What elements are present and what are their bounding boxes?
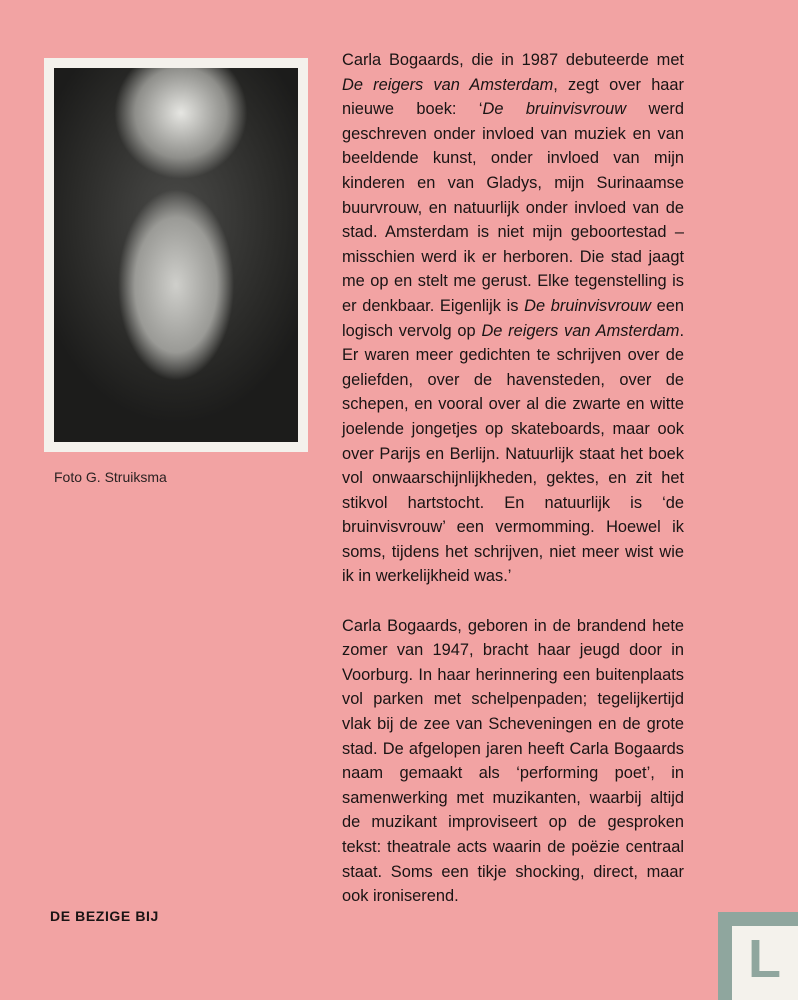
- text-run: , zegt over haar nieuwe boek: ‘: [342, 75, 684, 119]
- author-photo: [44, 58, 308, 452]
- book-title-italic: De bruinvisvrouw: [524, 296, 651, 315]
- logo-inner: [732, 926, 798, 1000]
- book-title-italic: De reigers van Amsterdam: [342, 75, 554, 94]
- author-portrait-image: [54, 68, 298, 442]
- blurb-text: [342, 48, 684, 909]
- publisher-name: DE BEZIGE BIJ: [50, 908, 159, 924]
- text-run: . Er waren meer gedichten te schrijven over de geliefden, over de havensteden, over de schepen, en vooral over al die zwarte en witte joelende jongetjes op skateboards, maar ook over Parijs en Berlijn. Natuurlijk staat het boek vol onwaarschijnlijkheden, gektes, en zit het stikvol hartstocht. En natuurlijk is ‘de bruinvisvrouw’ een vermomming. Hoewel ik soms, tijdens het schrijven, niet meer wist wie ik in werkelijkheid was.’: [342, 321, 684, 586]
- logo-letter: L: [748, 929, 781, 989]
- blurb-paragraph-1: [342, 48, 684, 589]
- text-run: werd geschreven onder invloed van muziek en van beeldende kunst, onder invloed van mijn kinderen en van Gladys, mijn Surinaamse buurvrouw, en natuurlijk onder invloed van de stad. Amsterdam is niet mijn geboortestad – misschien werd ik er herboren. Die stad jaagt me op en stelt me gerust. Elke tegenstelling is er denkbaar. Eigenlijk is: [342, 100, 684, 315]
- blurb-paragraph-2: Carla Bogaards, geboren in de brandend hete zomer van 1947, bracht haar jeugd door in Voorburg. In haar herinnering een buitenplaats vol parken met schelpenpaden; tegelijkertijd vlak bij de zee van Scheveningen en de grote stad. De afgelopen jaren heeft Carla Bogaards naam gemaakt als ‘performing poet’, in samenwerking met muzikanten, waarbij altijd de muzikant improviseert op de gesproken tekst: theatrale acts waarin de poëzie centraal staat. Soms een tikje shocking, direct, maar ook ironiserend.: [342, 616, 684, 906]
- text-run: Carla Bogaards, die in 1987 debuteerde met: [342, 51, 684, 69]
- book-title-italic: De bruinvisvrouw: [482, 100, 627, 119]
- photo-credit: Foto G. Struiksma: [54, 469, 167, 485]
- publisher-logo: [718, 912, 798, 1000]
- text-run: een logisch vervolg op: [342, 296, 684, 340]
- book-title-italic: De reigers van Amsterdam: [481, 321, 680, 340]
